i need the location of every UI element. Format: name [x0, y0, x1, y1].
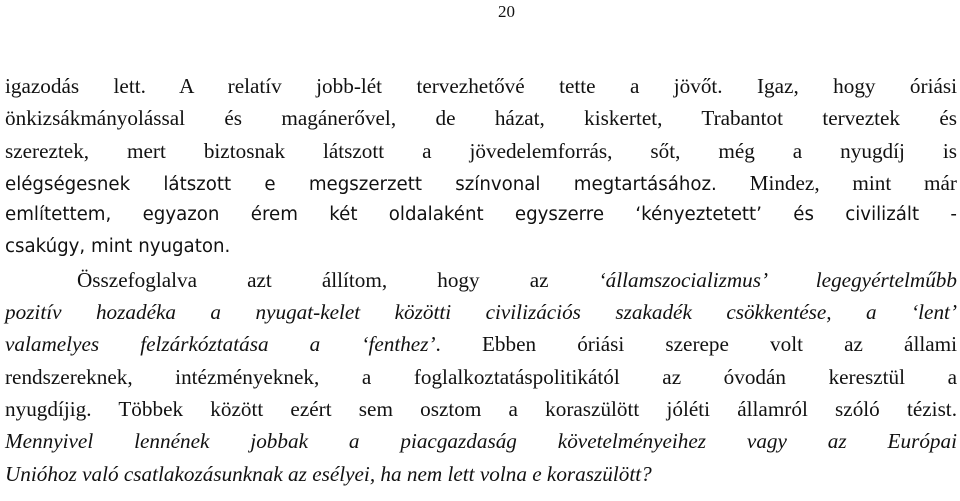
paragraph-1-line-5: említettem, egyazon érem két oldalaként egyszerre ‘kényeztetett’ és civilizált -: [5, 204, 957, 226]
paragraph-1-line-3: szereztek, mert biztosnak látszott a jövedelemforrás, sőt, még a nyugdíj is: [5, 138, 957, 163]
paragraph-1-line-2: önkizsákmányolással és magánerővel, de házat, kiskertet, Trabantot terveztek és: [5, 106, 957, 131]
paragraph-1-line-6: csakúgy, mint nyugaton.: [5, 236, 231, 258]
paragraph-2-line-1: Összefoglalva azt állítom, hogy az ‘államszocializmus’ legegyértelműbb: [77, 267, 957, 292]
paragraph-1-line-1: igazodás lett. A relatív jobb-lét tervezhetővé tette a jövőt. Igaz, hogy óriási: [5, 74, 957, 98]
document-body: [5, 70, 957, 490]
paragraph-2-line-2: pozitív hozadéka a nyugat-kelet közötti civilizációs szakadék csökkentése, a ‘lent’: [5, 300, 957, 325]
page-number: 20: [498, 2, 515, 21]
paragraph-1-line-4: elégségesnek látszott e megszerzett színvonal megtartásához. Mindez, mint már: [5, 170, 957, 195]
paragraph-2-line-4: rendszereknek, intézményeknek, a foglalkoztatáspolitikától az óvodán keresztül a: [5, 364, 957, 389]
paragraph-2-line-7: Unióhoz való csatlakozásunknak az esélyei, ha nem lett volna e koraszülött?: [5, 461, 652, 486]
paragraph-2-line-3: valamelyes felzárkóztatása a ‘fenthez’. Ebben óriási szerepe volt az állami: [5, 332, 957, 357]
paragraph-2-line-6: Mennyivel lennének jobbak a piacgazdaság követelményeihez vagy az Európai: [5, 429, 957, 454]
paragraph-2-line-5: nyugdíjig. Többek között ezért sem osztom a koraszülött jóléti államról szóló tézist.: [5, 396, 957, 421]
